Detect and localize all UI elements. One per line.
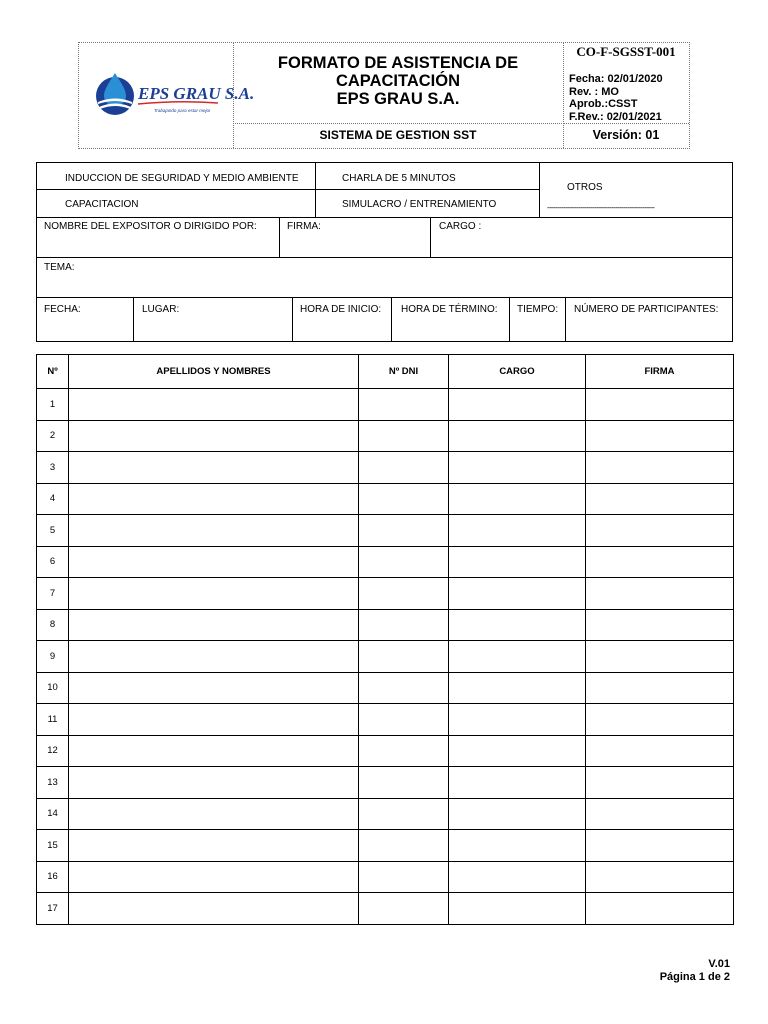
table-row (37, 546, 734, 578)
row-name-cell[interactable] (69, 798, 359, 830)
row-number: 9 (37, 641, 69, 673)
row-cargo-cell[interactable] (449, 893, 586, 925)
table-row (37, 578, 734, 610)
row-number: 12 (37, 735, 69, 767)
meta-rev: Rev. : MO (569, 85, 619, 98)
field-tiempo: TIEMPO: (517, 304, 559, 315)
table-row (37, 767, 734, 799)
row-dni-cell[interactable] (359, 641, 449, 673)
row-number: 17 (37, 893, 69, 925)
row-number: 13 (37, 767, 69, 799)
row-cargo-cell[interactable] (449, 389, 586, 421)
title-line-3: EPS GRAU S.A. (336, 90, 460, 108)
row-dni-cell[interactable] (359, 672, 449, 704)
table-row (37, 641, 734, 673)
row-firma-cell[interactable] (586, 389, 734, 421)
row-dni-cell[interactable] (359, 578, 449, 610)
type-induccion: INDUCCION DE SEGURIDAD Y MEDIO AMBIENTE (65, 173, 299, 184)
table-row (37, 609, 734, 641)
field-tema: TEMA: (44, 262, 75, 273)
row-name-cell[interactable] (69, 452, 359, 484)
row-cargo-cell[interactable] (449, 861, 586, 893)
row-name-cell[interactable] (69, 672, 359, 704)
row-cargo-cell[interactable] (449, 798, 586, 830)
row-number: 3 (37, 452, 69, 484)
row-cargo-cell[interactable] (449, 452, 586, 484)
header-names: APELLIDOS Y NOMBRES (69, 355, 359, 389)
row-name-cell[interactable] (69, 578, 359, 610)
subtitle-cell (233, 123, 564, 148)
row-dni-cell[interactable] (359, 483, 449, 515)
row-number: 5 (37, 515, 69, 547)
footer-version: V.01 (708, 958, 730, 970)
field-lugar: LUGAR: (142, 304, 180, 315)
table-row (37, 861, 734, 893)
row-firma-cell[interactable] (586, 420, 734, 452)
row-firma-cell[interactable] (586, 830, 734, 862)
meta-fecha: Fecha: 02/01/2020 (569, 73, 663, 85)
type-otros: OTROS (567, 182, 603, 193)
table-row (37, 735, 734, 767)
company-logo (94, 69, 255, 127)
table-row (37, 798, 734, 830)
row-dni-cell[interactable] (359, 389, 449, 421)
attendance-table (36, 354, 734, 925)
row-name-cell[interactable] (69, 641, 359, 673)
row-name-cell[interactable] (69, 515, 359, 547)
row-name-cell[interactable] (69, 830, 359, 862)
row-cargo-cell[interactable] (449, 546, 586, 578)
row-cargo-cell[interactable] (449, 672, 586, 704)
document-meta (569, 73, 689, 123)
row-name-cell[interactable] (69, 483, 359, 515)
attendance-rows (37, 389, 734, 925)
field-cargo: CARGO : (439, 221, 482, 232)
table-row (37, 452, 734, 484)
table-row (37, 830, 734, 862)
row-dni-cell[interactable] (359, 704, 449, 736)
row-cargo-cell[interactable] (449, 767, 586, 799)
row-dni-cell[interactable] (359, 861, 449, 893)
row-number: 14 (37, 798, 69, 830)
footer-page-number: Página 1 de 2 (659, 971, 730, 983)
otros-fill-line: ---------------------------------------------------- (547, 203, 655, 212)
row-cargo-cell[interactable] (449, 515, 586, 547)
field-expositor: NOMBRE DEL EXPOSITOR O DIRIGIDO POR: (44, 221, 257, 232)
table-row (37, 672, 734, 704)
row-firma-cell[interactable] (586, 546, 734, 578)
row-firma-cell[interactable] (586, 578, 734, 610)
row-firma-cell[interactable] (586, 672, 734, 704)
row-firma-cell[interactable] (586, 641, 734, 673)
row-firma-cell[interactable] (586, 861, 734, 893)
field-fecha: FECHA: (44, 304, 81, 315)
title-line-2: CAPACITACIÓN (335, 72, 461, 90)
row-cargo-cell[interactable] (449, 830, 586, 862)
title-line-1: FORMATO DE ASISTENCIA DE (277, 54, 519, 72)
document-subtitle: SISTEMA DE GESTION SST (319, 128, 477, 142)
meta-frev: F.Rev.: 02/01/2021 (569, 110, 662, 123)
row-number: 1 (37, 389, 69, 421)
field-firma: FIRMA: (287, 221, 321, 232)
row-dni-cell[interactable] (359, 452, 449, 484)
row-name-cell[interactable] (69, 389, 359, 421)
row-number: 16 (37, 861, 69, 893)
row-firma-cell[interactable] (586, 735, 734, 767)
header-firma: FIRMA (586, 355, 734, 389)
logo-tagline: Trabajando para estar mejor (154, 108, 211, 113)
row-name-cell[interactable] (69, 609, 359, 641)
row-number: 15 (37, 830, 69, 862)
page-footer (660, 958, 730, 984)
row-number: 10 (37, 672, 69, 704)
code-cell (563, 43, 689, 124)
row-number: 6 (37, 546, 69, 578)
row-cargo-cell[interactable] (449, 704, 586, 736)
row-cargo-cell[interactable] (449, 483, 586, 515)
row-dni-cell[interactable] (359, 893, 449, 925)
row-name-cell[interactable] (69, 546, 359, 578)
row-dni-cell[interactable] (359, 609, 449, 641)
row-number: 4 (37, 483, 69, 515)
table-row (37, 893, 734, 925)
row-dni-cell[interactable] (359, 515, 449, 547)
row-cargo-cell[interactable] (449, 609, 586, 641)
logo-text: EPS GRAU S.A. (138, 84, 255, 103)
row-name-cell[interactable] (69, 861, 359, 893)
table-header-row (37, 355, 734, 389)
row-firma-cell[interactable] (586, 483, 734, 515)
document-header (78, 42, 690, 149)
row-cargo-cell[interactable] (449, 735, 586, 767)
header-number: Nº (37, 355, 69, 389)
row-firma-cell[interactable] (586, 798, 734, 830)
row-firma-cell[interactable] (586, 609, 734, 641)
row-cargo-cell[interactable] (449, 420, 586, 452)
field-hora-termino: HORA DE TÉRMINO: (401, 304, 498, 315)
row-name-cell[interactable] (69, 893, 359, 925)
document-title (233, 54, 563, 108)
version-cell (563, 123, 689, 148)
row-dni-cell[interactable] (359, 798, 449, 830)
document-code: CO-F-SGSST-001 (576, 44, 676, 59)
row-name-cell[interactable] (69, 704, 359, 736)
field-hora-inicio: HORA DE INICIO: (300, 304, 382, 315)
row-name-cell[interactable] (69, 735, 359, 767)
table-row (37, 704, 734, 736)
meta-aprob: Aprob.:CSST (569, 98, 638, 110)
row-number: 8 (37, 609, 69, 641)
row-firma-cell[interactable] (586, 704, 734, 736)
type-simulacro: SIMULACRO / ENTRENAMIENTO (342, 199, 497, 210)
table-row (37, 483, 734, 515)
table-row (37, 389, 734, 421)
table-row (37, 420, 734, 452)
row-firma-cell[interactable] (586, 452, 734, 484)
row-dni-cell[interactable] (359, 735, 449, 767)
type-capacitacion: CAPACITACION (65, 199, 139, 210)
logo-cell (79, 43, 255, 148)
type-charla: CHARLA DE 5 MINUTOS (342, 173, 456, 184)
row-number: 2 (37, 420, 69, 452)
document-version: Versión: 01 (592, 128, 660, 142)
title-cell (233, 43, 564, 124)
row-dni-cell[interactable] (359, 830, 449, 862)
table-row (37, 515, 734, 547)
field-num-participantes: NÚMERO DE PARTICIPANTES: (574, 304, 719, 315)
row-firma-cell[interactable] (586, 515, 734, 547)
row-number: 11 (37, 704, 69, 736)
row-name-cell[interactable] (69, 767, 359, 799)
row-cargo-cell[interactable] (449, 578, 586, 610)
row-dni-cell[interactable] (359, 767, 449, 799)
header-dni: Nº DNI (359, 355, 449, 389)
row-firma-cell[interactable] (586, 893, 734, 925)
header-cargo: CARGO (449, 355, 586, 389)
row-name-cell[interactable] (69, 420, 359, 452)
row-cargo-cell[interactable] (449, 641, 586, 673)
training-info-box (36, 162, 733, 342)
row-dni-cell[interactable] (359, 546, 449, 578)
row-number: 7 (37, 578, 69, 610)
row-dni-cell[interactable] (359, 420, 449, 452)
row-firma-cell[interactable] (586, 767, 734, 799)
